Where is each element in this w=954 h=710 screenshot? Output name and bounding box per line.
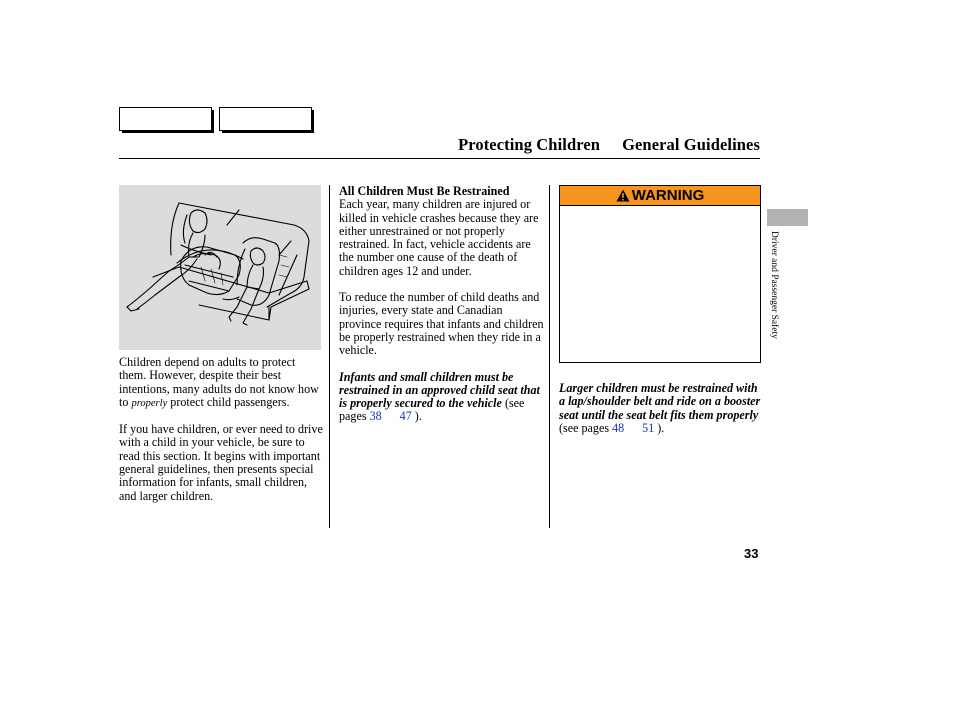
child-seats-illustration: [119, 185, 321, 350]
page-number: 33: [744, 546, 759, 561]
column-divider-1: [329, 185, 330, 528]
page-title: [458, 135, 760, 155]
nav-previous-box[interactable]: [119, 107, 212, 131]
header-divider: [119, 158, 760, 159]
nav-next-box[interactable]: [219, 107, 312, 131]
intro-paragraph-2: If you have children, or ever need to drive with a child in your vehicle, be sure to read this section. It begins with important general guidelines, then presents special information for infants, small children, and larger children.: [119, 422, 323, 503]
page-link-47[interactable]: 47: [399, 409, 412, 424]
restraint-paragraph-3: Infants and small children must be restrained in an approved child seat that is properly secured to the vehicle (see pages 38 47 ).: [339, 369, 540, 424]
page-link-48[interactable]: 48: [612, 420, 625, 435]
section-heading: All Children Must Be Restrained: [339, 184, 510, 198]
subsection-title: General Guidelines: [622, 135, 760, 154]
warning-label: WARNING: [631, 187, 705, 204]
side-section-label: Driver and Passenger Safety: [769, 231, 779, 339]
restraint-paragraph-1: Each year, many children are injured or killed in vehicle crashes because they are either unrestrained or not properly restrained. In fact, vehicle accidents are the number one cause of the death of children ages 12 and under.: [339, 197, 539, 278]
page-link-38[interactable]: 38: [369, 409, 382, 424]
section-title: Protecting Children: [458, 135, 601, 154]
warning-banner: [560, 186, 760, 206]
page-link-51[interactable]: 51: [642, 420, 655, 435]
warning-box: [559, 185, 761, 363]
section-side-tab[interactable]: [767, 209, 808, 226]
warning-triangle-icon: [616, 189, 630, 202]
restraint-column: [339, 185, 544, 424]
column-divider-2: [549, 185, 550, 528]
intro-column: [119, 356, 324, 503]
larger-children-note: Larger children must be restrained with a lap/shoulder belt and ride on a booster seat until the seat belt fits them properly (see pages 48 51 ).: [559, 381, 761, 435]
restraint-paragraph-2: To reduce the number of child deaths and injuries, every state and Canadian province requires that infants and children be properly restrained when they ride in a vehicle.: [339, 290, 544, 358]
intro-paragraph-1: Children depend on adults to protect them. However, despite their best intentions, many adults do not know how to properly protect child passengers.: [119, 355, 319, 409]
child-seats-rear-seat-illustration: [119, 185, 321, 350]
emphasis-properly: properly: [131, 397, 168, 409]
